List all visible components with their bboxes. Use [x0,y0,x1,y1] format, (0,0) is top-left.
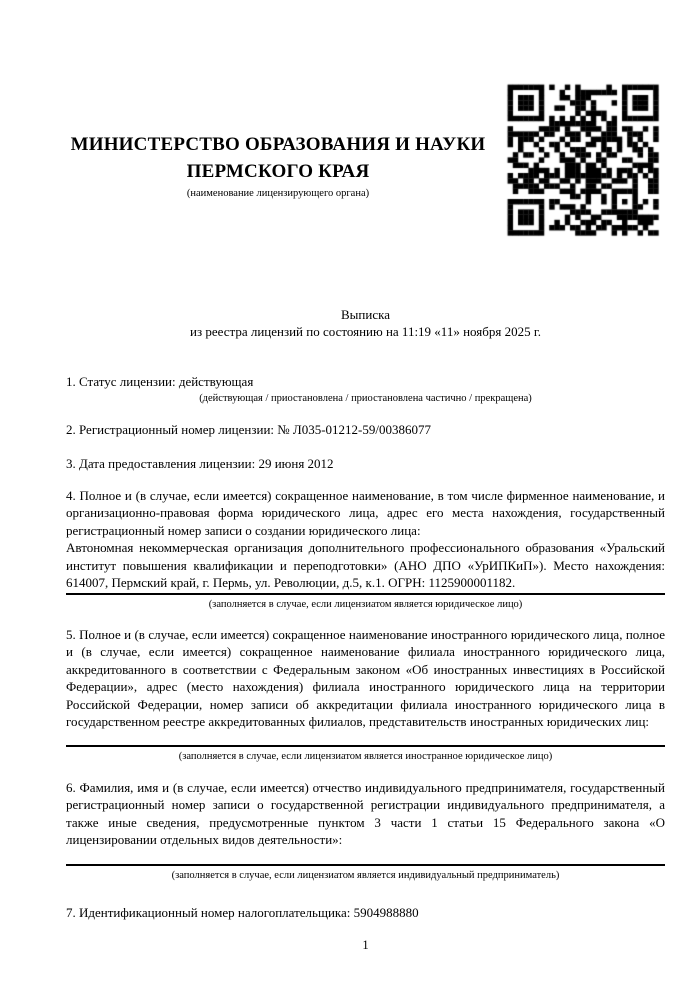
item-foreign-entity-caption: (заполняется в случае, если лицензиатом является иностранное юридическое лицо) [178,750,553,762]
document-title-line2: из реестра лицензий по состоянию на 11:19 «11» ноября 2025 г. [190,323,541,339]
item-inn: 7. Идентификационный номер налогоплательщика: 5904988880 [66,904,419,920]
item-foreign-entity [66,626,665,763]
item-legal-entity-answer: Автономная некоммерческая организация дополнительного профессионального образования «Уральский институт повышения квалификации и переподготовки» (АНО ДПО «УрИПКиП»). Место нахождения: 614007, Пермский край, г. Пермь, ул. Революции, д.5, к.1. ОГРН: 1125900001182. [66,540,665,590]
document-body [66,307,665,953]
ministry-name [50,131,506,185]
licensing-authority-caption: (наименование лицензирующего органа) [186,188,370,199]
document-title [66,307,665,340]
ministry-name-line1: МИНИСТЕРСТВО ОБРАЗОВАНИЯ И НАУКИ [70,134,486,155]
item-license-status-caption: (действующая / приостановлена / приостановлена частично / прекращена) [199,392,532,404]
item-legal-entity-question: 4. Полное и (в случае, если имеется) сокращенное наименование, в том числе фирменное наименование, и организационно-правовая форма юридического лица, адрес его места нахождения, государственный регистрационный номер записи о создании юридического лица: [66,487,665,538]
item-legal-entity [66,487,665,611]
licensing-authority-header [50,0,506,200]
fill-in-line [66,864,665,866]
page-number: 1 [362,938,369,952]
document-title-line1: Выписка [341,307,390,322]
fill-in-line [66,593,665,595]
item-individual-entrepreneur-caption: (заполняется в случае, если лицензиатом является индивидуальный предприниматель) [171,869,560,881]
item-foreign-entity-question: 5. Полное и (в случае, если имеется) сокращенное наименование иностранного юридического лица, полное и (в случае, если имеется) сокращенное наименование филиала иностранного юридического лица, аккредитованного в соответствии с Федеральным законом «Об иностранных инвестициях в Российской Федерации», адрес (место нахождения) филиала иностранного юридического лица на территории Российской Федерации, номер записи об аккредитации филиала иностранного юридического лица в государственном реестре аккредитованных филиалов, представительств иностранных юридических лиц: [66,626,665,729]
item-individual-entrepreneur-question: 6. Фамилия, имя и (в случае, если имеется) отчество индивидуального предпринимателя, государственный регистрационный номер записи о государственной регистрации индивидуального предпринимателя, а также иные сведения, предусмотренные пунктом 3 части 1 статьи 15 Федерального закона «О лицензировании отдельных видов деятельности»: [66,779,665,847]
item-registration-number: 2. Регистрационный номер лицензии: № Л035-01212-59/00386077 [66,421,432,437]
qr-code [505,82,661,238]
item-grant-date: 3. Дата предоставления лицензии: 29 июня 2012 [66,456,334,471]
ministry-name-line2: ПЕРМСКОГО КРАЯ [186,161,370,182]
item-individual-entrepreneur [66,779,665,882]
item-legal-entity-caption: (заполняется в случае, если лицензиатом является юридическое лицо) [208,598,523,610]
fill-in-line [66,745,665,747]
item-license-status: 1. Статус лицензии: действующая [66,374,254,389]
